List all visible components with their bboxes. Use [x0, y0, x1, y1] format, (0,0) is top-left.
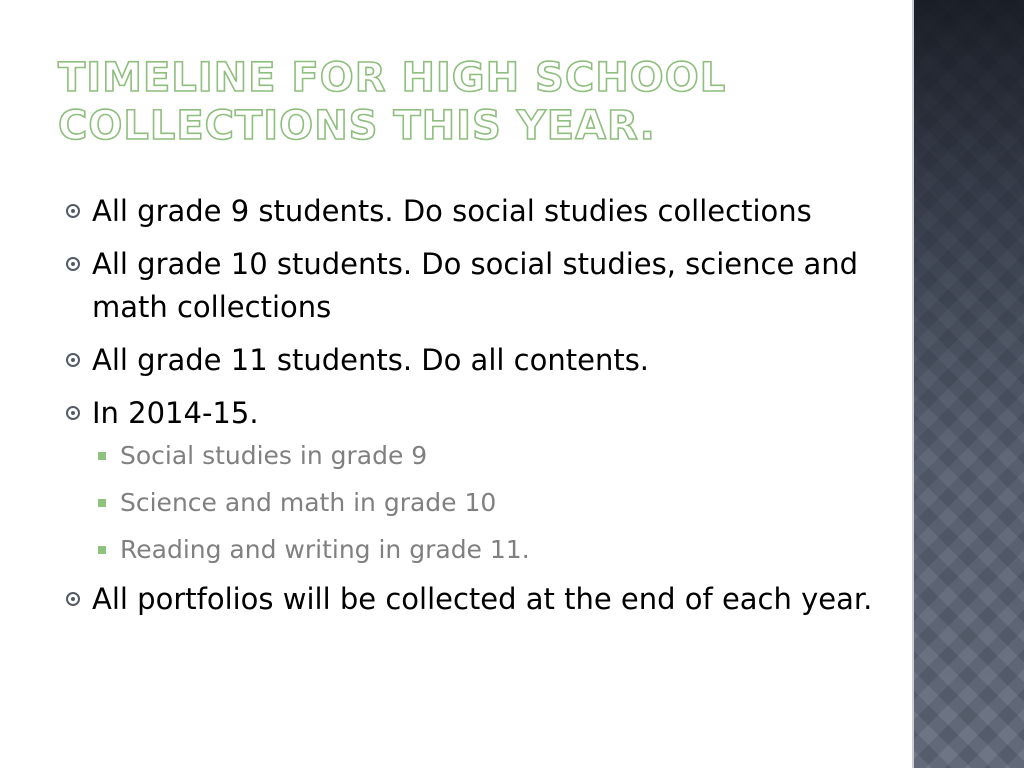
square-bullet-icon	[98, 452, 106, 460]
sub-bullet-item	[64, 484, 884, 522]
bullet-item-grade-9	[64, 190, 884, 233]
circle-bullet-icon	[66, 204, 80, 218]
sub-bullet-text: Reading and writing in grade 11.	[120, 535, 530, 564]
sub-bullet-text: Social studies in grade 9	[120, 441, 428, 470]
sub-bullet-list	[64, 437, 884, 569]
sub-bullet-item	[64, 437, 884, 475]
slide-title: TIMELINE FOR HIGH SCHOOL COLLECTIONS THIS YEAR.	[58, 55, 727, 149]
decorative-side-panel	[912, 0, 1024, 768]
bullet-item-grade-11	[64, 339, 884, 382]
square-bullet-icon	[98, 546, 106, 554]
sub-bullet-group	[64, 437, 884, 569]
bullet-text: All portfolios will be collected at the end of each year.	[92, 582, 873, 616]
bullet-item-2014-15	[64, 392, 884, 435]
bullet-text: In 2014-15.	[92, 396, 259, 430]
sub-bullet-text: Science and math in grade 10	[120, 488, 497, 517]
bullet-list	[64, 190, 884, 631]
circle-bullet-icon	[66, 257, 80, 271]
side-panel-edge	[912, 0, 914, 768]
bullet-item-grade-10	[64, 243, 884, 329]
circle-bullet-icon	[66, 406, 80, 420]
bullet-text: All grade 11 students. Do all contents.	[92, 343, 650, 377]
bullet-text: All grade 10 students. Do social studies, science and math collections	[92, 247, 859, 324]
bullet-item-portfolios	[64, 578, 884, 621]
sub-bullet-item	[64, 531, 884, 569]
circle-bullet-icon	[66, 592, 80, 606]
bullet-text: All grade 9 students. Do social studies collections	[92, 194, 812, 228]
circle-bullet-icon	[66, 353, 80, 367]
square-bullet-icon	[98, 499, 106, 507]
